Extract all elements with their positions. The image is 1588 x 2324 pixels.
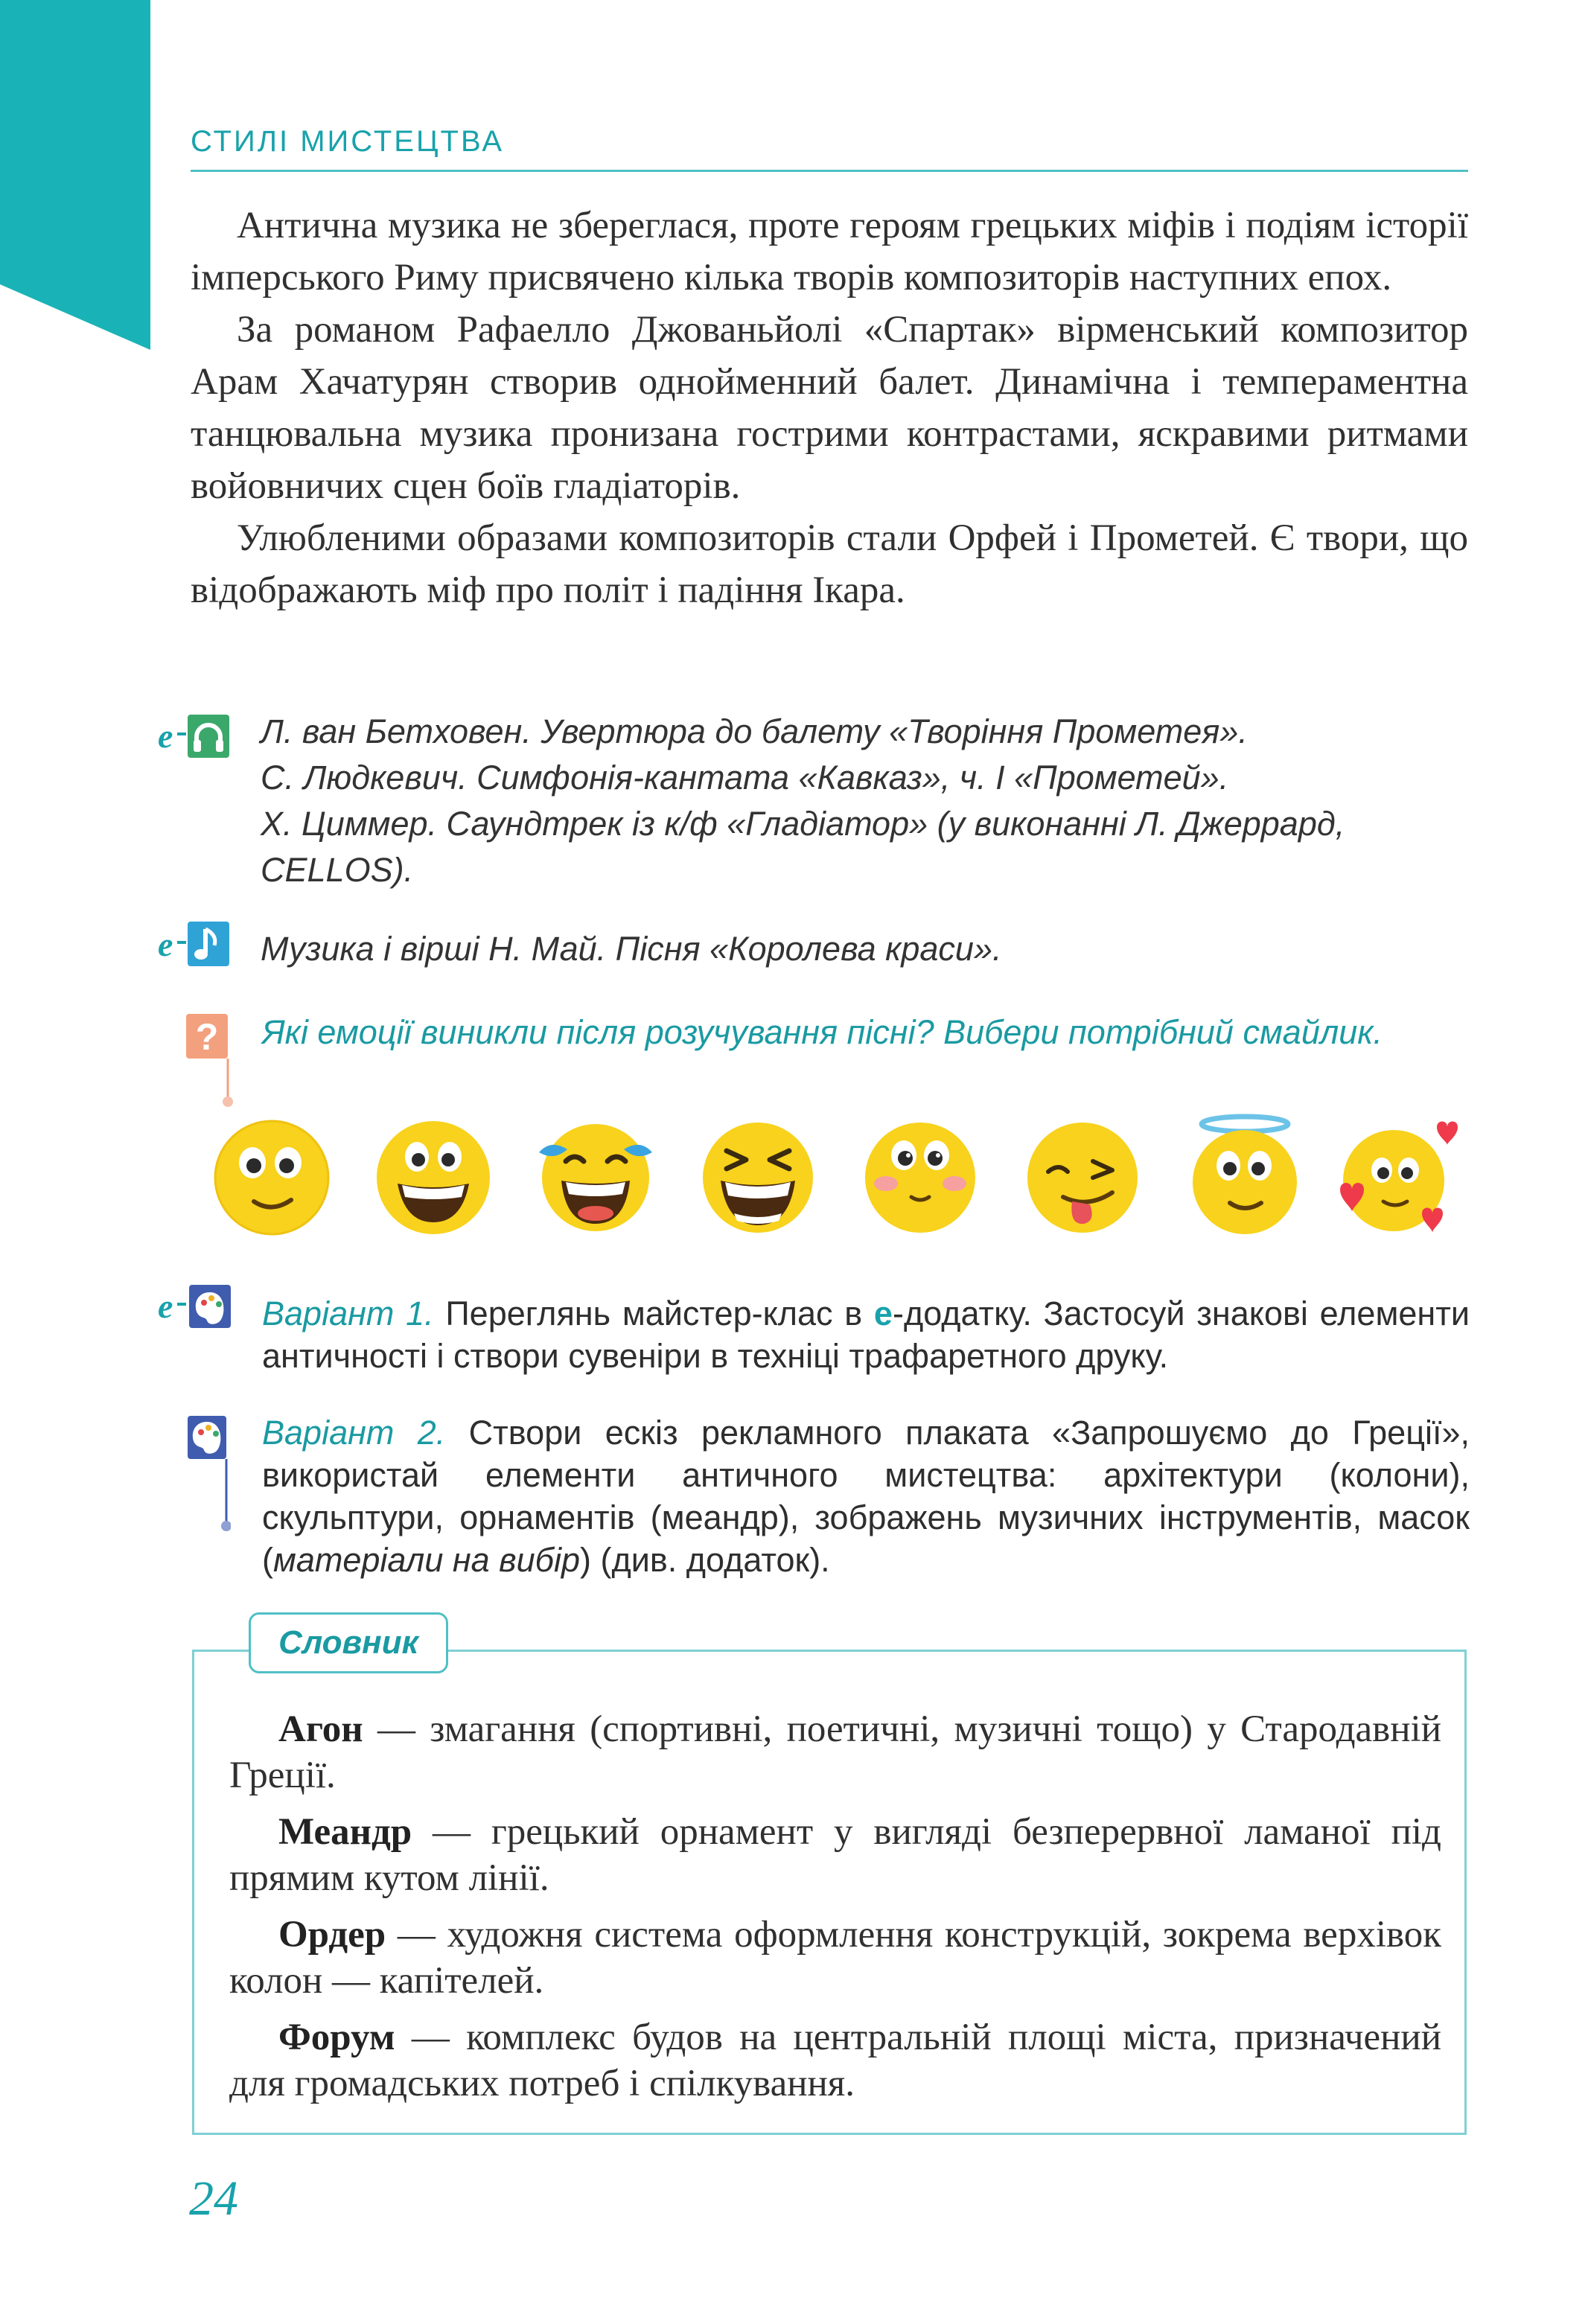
svg-text:?: ?	[195, 1016, 219, 1058]
glossary-entry	[229, 1706, 1441, 1798]
listening-item: Х. Циммер. Саундтрек із к/ф «Гладіатор» (у виконанні Л. Джеррард, CELLOS).	[261, 805, 1345, 889]
variant-2-task	[262, 1411, 1470, 1581]
variant-text: Переглянь майстер-клас в	[433, 1295, 874, 1332]
paragraph: Улюбленими образами композиторів стали Орфей і Прометей. Є твори, що відображають міф про політ і падіння Ікара.	[191, 517, 1468, 611]
listening-item: С. Людкевич. Симфонія-кантата «Кавказ», ч. І «Прометей».	[261, 759, 1229, 797]
listening-item: Л. ван Бетховен. Увертюра до балету «Творіння Прометея».	[261, 712, 1248, 750]
e-letter: е	[873, 1295, 893, 1332]
variant-1-task	[262, 1292, 1470, 1377]
svg-text:e: e	[158, 1287, 173, 1325]
glossary-term: Ордер	[278, 1914, 386, 1956]
corner-decoration	[0, 0, 150, 350]
glossary-terms	[229, 1706, 1441, 2117]
page-number: 24	[189, 2171, 238, 2226]
glossary-entry	[229, 1912, 1441, 2004]
e-music-note-icon[interactable]	[158, 920, 235, 968]
svg-text:e: e	[158, 925, 173, 963]
svg-text:e: e	[158, 717, 173, 755]
glossary-definition: — комплекс будов на центральній площі міста, призначений для громадських потреб і спілкування.	[229, 2017, 1441, 2104]
glossary-title: Словник	[249, 1612, 448, 1673]
glossary-term: Агон	[278, 1708, 363, 1750]
variant-label: Варіант 2.	[262, 1414, 446, 1452]
paragraph: За романом Рафаелло Джованьйолі «Спартак» вірменський композитор Арам Хачатурян створив однойменний балет. Динамічна і темпераментна танцювальна музика пронизана гострими контрастами, яскравими ритмами войовничих сцен боїв гладіаторів.	[191, 309, 1468, 507]
tears-of-joy-smiley-icon[interactable]	[529, 1109, 663, 1243]
glossary-definition: — грецький орнамент у вигляді безперервної ламаної під прямим кутом лінії.	[229, 1811, 1441, 1899]
halo-angel-smiley-icon[interactable]	[1178, 1109, 1312, 1243]
song-text: Музика і вірші Н. Май. Пісня «Королева краси».	[261, 930, 1002, 968]
e-palette-icon[interactable]	[158, 1282, 235, 1329]
header-divider	[191, 170, 1468, 172]
hearts-love-smiley-icon[interactable]	[1325, 1109, 1459, 1243]
shy-blushing-smiley-icon[interactable]	[853, 1109, 987, 1243]
glossary-definition: — змагання (спортивні, поетичні, музичні тощо) у Стародавній Греції.	[229, 1708, 1441, 1796]
palette-icon	[186, 1414, 231, 1533]
paragraph: Антична музика не збереглася, проте героям грецьких міфів і подіям історії імперського Риму присвячено кілька творів композиторів наступних епох.	[191, 205, 1468, 299]
variant-text: Створи ескіз рекламного плаката «Запрошуємо до Греції», використай елементи античного мистецтва: архітектури (колони), скульптури, орнаментів (меандр), зображень музичних інструментів, масок (	[262, 1414, 1470, 1579]
glossary-term: Форум	[278, 2017, 395, 2058]
variant-text: ) (див. додаток).	[580, 1541, 830, 1579]
variant-text: -додатку. Застосуй знакові елементи античності і створи сувеніри в техніці трафаретного друку.	[262, 1295, 1470, 1375]
grinning-smiley-icon[interactable]	[366, 1109, 500, 1243]
question-mark-icon	[185, 1012, 238, 1109]
wide-eyed-smiley-icon[interactable]	[205, 1109, 339, 1243]
glossary-entry	[229, 2014, 1441, 2107]
main-text	[191, 199, 1468, 616]
winking-tongue-smiley-icon[interactable]	[1015, 1109, 1149, 1243]
glossary-term: Меандр	[278, 1811, 412, 1853]
listening-list	[261, 709, 1474, 893]
variant-italic: матеріали на вибір	[273, 1541, 580, 1579]
e-headphones-icon[interactable]	[158, 712, 235, 759]
question-text: Які емоції виникли після розучування пісні? Вибери потрібний смайлик.	[262, 1013, 1383, 1051]
variant-label: Варіант 1.	[262, 1295, 434, 1332]
section-header: СТИЛІ МИСТЕЦТВА	[191, 125, 505, 158]
glossary-entry	[229, 1809, 1441, 1901]
glossary-definition: — художня система оформлення конструкцій, зокрема верхівок колон — капітелей.	[229, 1914, 1441, 2002]
laughing-squint-smiley-icon[interactable]	[691, 1109, 825, 1243]
